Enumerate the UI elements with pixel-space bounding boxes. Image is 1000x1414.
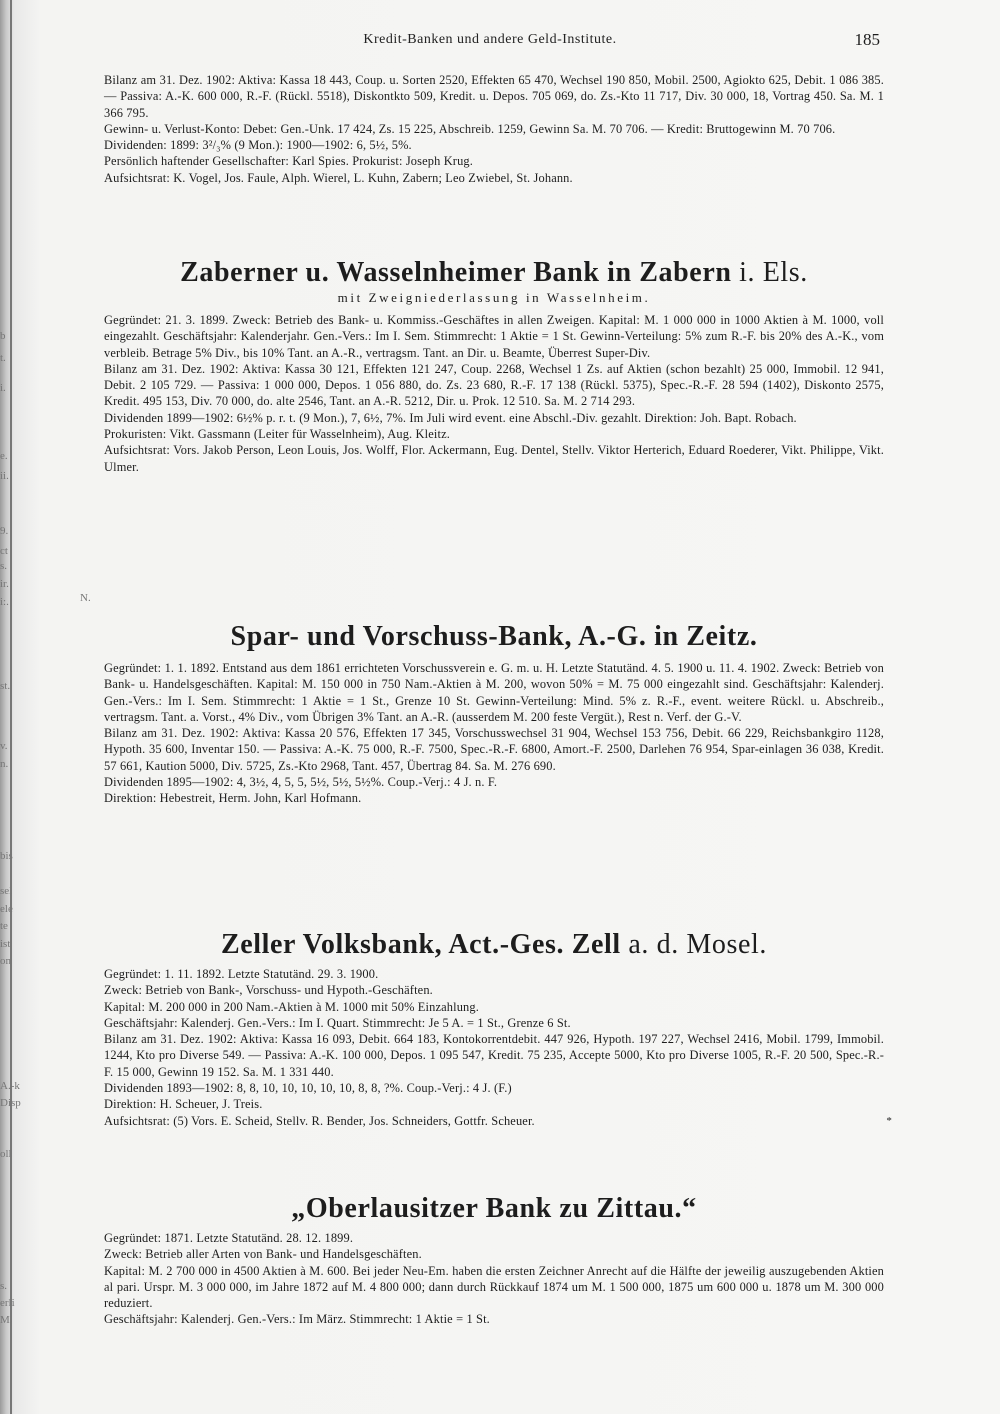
founding-entry: Gegründet: 21. 3. 1899. Zweck: Betrieb des Bank- u. Kommiss.-Geschäftes in allen Zweigen. Kapital: M. 1 000 000 in 1000 Aktien à M. 1000, voll eingezahlt. Geschäftsjahr: Kalenderjahr. Gen.-Vers.: Im I. Sem. Stimmrecht: 1 Aktie = 1 St. Gewinn-Verteilung: 5% zum R.-F. bis 20% des A.-K., vom verbleib. Betrage 5% Div., bis 10% Tant. an A.-R., vertragsm. Tant. an Dir. u. Beamte, Überrest Super-Div. xyxy=(104,313,884,360)
footnote-star: * xyxy=(886,1114,892,1127)
purpose-entry: Zweck: Betrieb von Bank-, Vorschuss- und Hypoth.-Geschäften. xyxy=(104,983,433,998)
page-number: 185 xyxy=(854,30,880,49)
capital-entry: Kapital: M. 200 000 in 200 Nam.-Aktien à M. 1000 mit 50% Einzahlung. xyxy=(104,999,479,1014)
section-zaberner-bank xyxy=(104,256,884,475)
supervisory-board-entry: Aufsichtsrat: K. Vogel, Jos. Faule, Alph. Wierel, L. Kuhn, Zabern; Leo Zwiebel, St. Johann. xyxy=(104,170,573,185)
margin-fragment: sel xyxy=(0,885,13,897)
fiscal-year-entry: Geschäftsjahr: Kalenderj. Gen.-Vers.: Im I. Quart. Stimmrecht: Je 5 A. = 1 St., Grenze 6 St. xyxy=(104,1015,571,1030)
founding-entry: Gegründet: 1. 11. 1892. Letzte Statutänd. 29. 3. 1900. xyxy=(104,967,379,981)
directors-entry: Direktion: H. Scheuer, J. Treis. xyxy=(104,1097,263,1112)
running-title: Kredit-Banken und andere Geld-Institute. xyxy=(363,32,617,47)
margin-fragment: on xyxy=(0,955,11,967)
fiscal-year-entry: Geschäftsjahr: Kalenderj. Gen.-Vers.: Im März. Stimmrecht: 1 Aktie = 1 St. xyxy=(104,1312,490,1327)
section-prev-bank-tail xyxy=(104,72,884,186)
capital-entry: Kapital: M. 2 700 000 in 4500 Aktien à M. 600. Bei jeder Neu-Em. haben die ersten Zeichner Anrecht auf die Hälfte der jeweilig auszugebenden Aktien al pari. Urspr. M. 3 000 000, im Jahre 1872 auf M. 4 800 000; dann durch Rückkauf 1874 um M. 1 500 000, 1875 um 600 000 u. 1878 um M. 300 000 reduziert. xyxy=(104,1263,884,1311)
margin-fragment: M. xyxy=(0,1314,13,1326)
section-title xyxy=(104,256,884,290)
margin-fragment: A.-k xyxy=(0,1080,20,1092)
margin-fragment: s. xyxy=(0,1280,8,1292)
founding-entry: Gegründet: 1. 1. 1892. Entstand aus dem 1861 errichteten Vorschussverein e. G. m. u. H. Letzte Statutänd. 4. 5. 1900 u. 11. 4. 1902. Zweck: Betrieb von Bank- u. Handelsgeschäften. Kapital: M. 150 000 in 750 Nam.-Aktien à M. 200, wovon 50% = M. 75 000 eingezahlt sind. Geschäftsjahr: Kalenderj. Gen.-Vers.: Im I. Sem. Stimmrecht: 1 Aktie = 1 St., Grenze 10 St. Gewinn-Verteilung: Mind. 5% z. R.-F., event. weitere Rückl. u. Abschreib., vertragsm. Tant. a. Vorst., 4% Div., vom Übrigen 3% Tant. an A.-R. (ausserdem M. 200 feste Vergüt.), Rest n. Verf. der G.-V. xyxy=(104,661,884,724)
margin-fragment: te xyxy=(0,920,8,932)
margin-fragment: N. xyxy=(80,592,91,604)
dividends-entry: Dividenden 1899—1902: 6½% p. r. t. (9 Mon.), 7, 6½, 7%. Im Juli wird event. eine Abschl.-Div. gezahlt. Direktion: Joh. Bapt. Robach. xyxy=(104,410,797,425)
supervisory-board-text: Aufsichtsrat: (5) Vors. E. Scheid, Stellv. R. Bender, Jos. Schneiders, Gottfr. Scheuer. xyxy=(104,1113,535,1128)
margin-fragment: t. xyxy=(0,352,6,364)
partner-entry: Persönlich haftender Gesellschafter: Karl Spies. Prokurist: Joseph Krug. xyxy=(104,154,474,169)
title-suffix: a. d. Mosel. xyxy=(620,929,768,960)
section-title: Spar- und Vorschuss-Bank, A.-G. in Zeitz. xyxy=(230,621,758,652)
margin-fragment: bis xyxy=(0,850,13,862)
title-main: Zaberner u. Wasselnheimer Bank in Zabern xyxy=(180,257,732,288)
title-suffix: i. Els. xyxy=(731,257,808,288)
margin-fragment: v. xyxy=(0,740,8,752)
supervisory-board-entry xyxy=(104,1113,892,1129)
purpose-entry: Zweck: Betrieb aller Arten von Bank- und Handelsgeschäften. xyxy=(104,1247,422,1262)
supervisory-board-entry: Aufsichtsrat: Vors. Jakob Person, Leon Louis, Jos. Wolff, Flor. Ackermann, Eug. Dentel, Stellv. Viktor Herterich, Eduard Roederer, Vikt. Philippe, Vikt. Ulmer. xyxy=(104,443,884,474)
section-title xyxy=(104,928,884,962)
margin-fragment: erli xyxy=(0,1297,15,1309)
prokurists-entry: Prokuristen: Vikt. Gassmann (Leiter für Wasselnheim), Aug. Kleitz. xyxy=(104,427,450,442)
section-title: „Oberlausitzer Bank zu Zittau.“ xyxy=(291,1193,697,1224)
balance-sheet-entry: Bilanz am 31. Dez. 1902: Aktiva: Kassa 20 576, Effekten 17 345, Vorschusswechsel 31 904, Wechsel 153 756, Debit. 66 229, Reichsbankgiro 1128, Hypoth. 35 600, Inventar 150. — Passiva: A.-K. 75 000, R.-F. 7500, Spec.-R.-F. 6800, Amort.-F. 2500, Darlehen 76 954, Spar-einlagen 36 038, Kredit. 57 661, Kaution 5000, Div. 5725, Zs.-Kto 2968, Tant. 457, Übertrag 84. Sa. M. 276 690. xyxy=(104,726,884,773)
dividends-entry: Dividenden: 1899: 3²/₃% (9 Mon.): 1900—1902: 6, 5½, 5%. xyxy=(104,138,412,153)
margin-fragment: s. xyxy=(0,560,8,572)
binding-gutter xyxy=(10,0,12,1414)
margin-fragment: 9. xyxy=(0,525,9,537)
margin-fragment: n. xyxy=(0,758,9,770)
balance-sheet-entry: Bilanz am 31. Dez. 1902: Aktiva: Kassa 30 121, Effekten 121 247, Coup. 2268, Wechsel 1 Zs. auf Aktien (schon bezahlt) 25 000, Immobil. 12 941, Debit. 2 105 729. — Passiva: 1 000 000, Depos. 1 056 880, do. Zs. 23 680, R.-F. 17 138 (Rückl. 5375), Spec.-R.-F. 28 594 (1402), Diskonto 2575, Kredit. 495 153, Div. 70 000, do. alte 2546, Tant. an A.-R. 5212, Dir. u. Prok. 12 510. Sa. M. 2 714 293. xyxy=(104,361,884,409)
profit-loss-entry: Gewinn- u. Verlust-Konto: Debet: Gen.-Unk. 17 424, Zs. 15 225, Abschreib. 1259, Gewinn Sa. M. 70 706. — Kredit: Bruttogewinn M. 70 706. xyxy=(104,121,836,136)
dividends-entry: Dividenden 1893—1902: 8, 8, 10, 10, 10, 10, 10, 8, 8, ?%. Coup.-Verj.: 4 J. (F.) xyxy=(104,1081,512,1096)
title-main: Zeller Volksbank, Act.-Ges. Zell xyxy=(220,929,621,960)
balance-sheet-entry: Bilanz am 31. Dez. 1902: Aktiva: Kassa 18 443, Coup. u. Sorten 2520, Effekten 65 470, Wechsel 190 850, Mobil. 2500, Agiokto 625, Debit. 1 086 385. — Passiva: A.-K. 600 000, R.-F. (Rückl. 5518), Diskontkto 509, Kredit. u. Depos. 705 069, do. Zs.-Kto 11 717, Div. 30 000, 18, Vortrag 450. Sa. M. 1 366 795. xyxy=(104,73,884,120)
margin-fragment: ist xyxy=(0,938,11,950)
margin-fragment: b xyxy=(0,330,6,342)
margin-fragment: i:. xyxy=(0,596,9,608)
founding-entry: Gegründet: 1871. Letzte Statutänd. 28. 12. 1899. xyxy=(104,1231,354,1245)
section-subtitle: mit Zweigniederlassung in Wasselnheim. xyxy=(337,290,651,305)
section-zeitz-bank xyxy=(104,620,884,807)
directors-entry: Direktion: Hebestreit, Herm. John, Karl Hofmann. xyxy=(104,791,362,806)
margin-fragment: oll xyxy=(0,1148,12,1160)
margin-fragment: ii. xyxy=(0,470,9,482)
margin-fragment: ele xyxy=(0,903,13,915)
margin-fragment: Disp xyxy=(0,1097,21,1109)
margin-fragment: ct xyxy=(0,545,8,557)
balance-sheet-entry: Bilanz am 31. Dez. 1902: Aktiva: Kassa 16 093, Debit. 664 183, Kontokorrentdebit. 447 926, Hypoth. 197 227, Wechsel 2416, Mobil. 1799, Immobil. 1244, Kto pro Diverse 549. — Passiva: A.-K. 100 000, Depos. 1 095 547, Kredit. 75 235, Accepte 5000, Kto pro Diverse 1005, R.-F. 20 500, Spec.-R.-F. 15 000, Gewinn 19 152. Sa. M. 1 331 440. xyxy=(104,1032,884,1079)
margin-fragment: i. xyxy=(0,382,6,394)
margin-fragment: e. xyxy=(0,450,8,462)
dividends-entry: Dividenden 1895—1902: 4, 3½, 4, 5, 5, 5½, 5½, 5½%. Coup.-Verj.: 4 J. n. F. xyxy=(104,775,498,790)
section-zeller-volksbank xyxy=(104,928,892,1129)
section-oberlausitzer-bank xyxy=(104,1192,884,1328)
running-header xyxy=(100,32,880,54)
margin-fragment: st. xyxy=(0,680,11,692)
margin-fragment: ir. xyxy=(0,578,9,590)
